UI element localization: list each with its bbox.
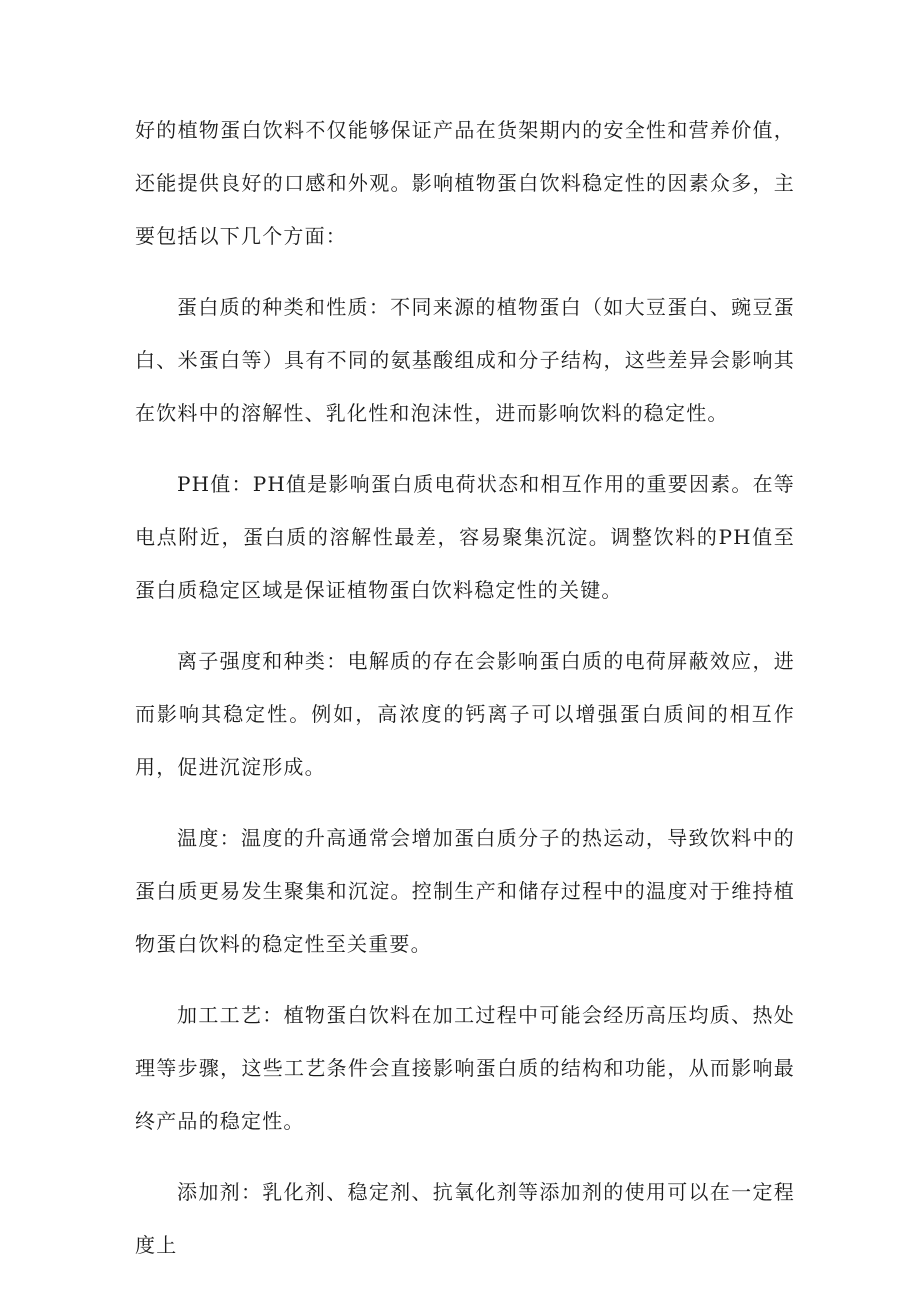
paragraph-processing: 加工工艺：植物蛋白饮料在加工过程中可能会经历高压均质、热处理等步骤，这些工艺条件会直接影响蛋白质的结构和功能，从而影响最终产品的稳定性。 [135, 1003, 795, 1133]
paragraph-ph-value: PH值：PH值是影响蛋白质电荷状态和相互作用的重要因素。在等电点附近，蛋白质的溶解性最差，容易聚集沉淀。调整饮料的PH值至蛋白质稳定区域是保证植物蛋白饮料稳定性的关键。 [135, 472, 795, 602]
document-body [135, 104, 795, 1272]
paragraph-temperature: 温度：温度的升高通常会增加蛋白质分子的热运动，导致饮料中的蛋白质更易发生聚集和沉淀。控制生产和储存过程中的温度对于维持植物蛋白饮料的稳定性至关重要。 [135, 826, 795, 956]
paragraph-protein-type: 蛋白质的种类和性质：不同来源的植物蛋白（如大豆蛋白、豌豆蛋白、米蛋白等）具有不同的氨基酸组成和分子结构，这些差异会影响其在饮料中的溶解性、乳化性和泡沫性，进而影响饮料的稳定性。 [135, 295, 795, 425]
paragraph-additives: 添加剂：乳化剂、稳定剂、抗氧化剂等添加剂的使用可以在一定程度上 [135, 1180, 795, 1257]
paragraph-ionic-strength: 离子强度和种类：电解质的存在会影响蛋白质的电荷屏蔽效应，进而影响其稳定性。例如，高浓度的钙离子可以增强蛋白质间的相互作用，促进沉淀形成。 [135, 649, 795, 779]
paragraph-continuation: 好的植物蛋白饮料不仅能够保证产品在货架期内的安全性和营养价值，还能提供良好的口感和外观。影响植物蛋白饮料稳定性的因素众多，主要包括以下几个方面： [135, 118, 795, 248]
